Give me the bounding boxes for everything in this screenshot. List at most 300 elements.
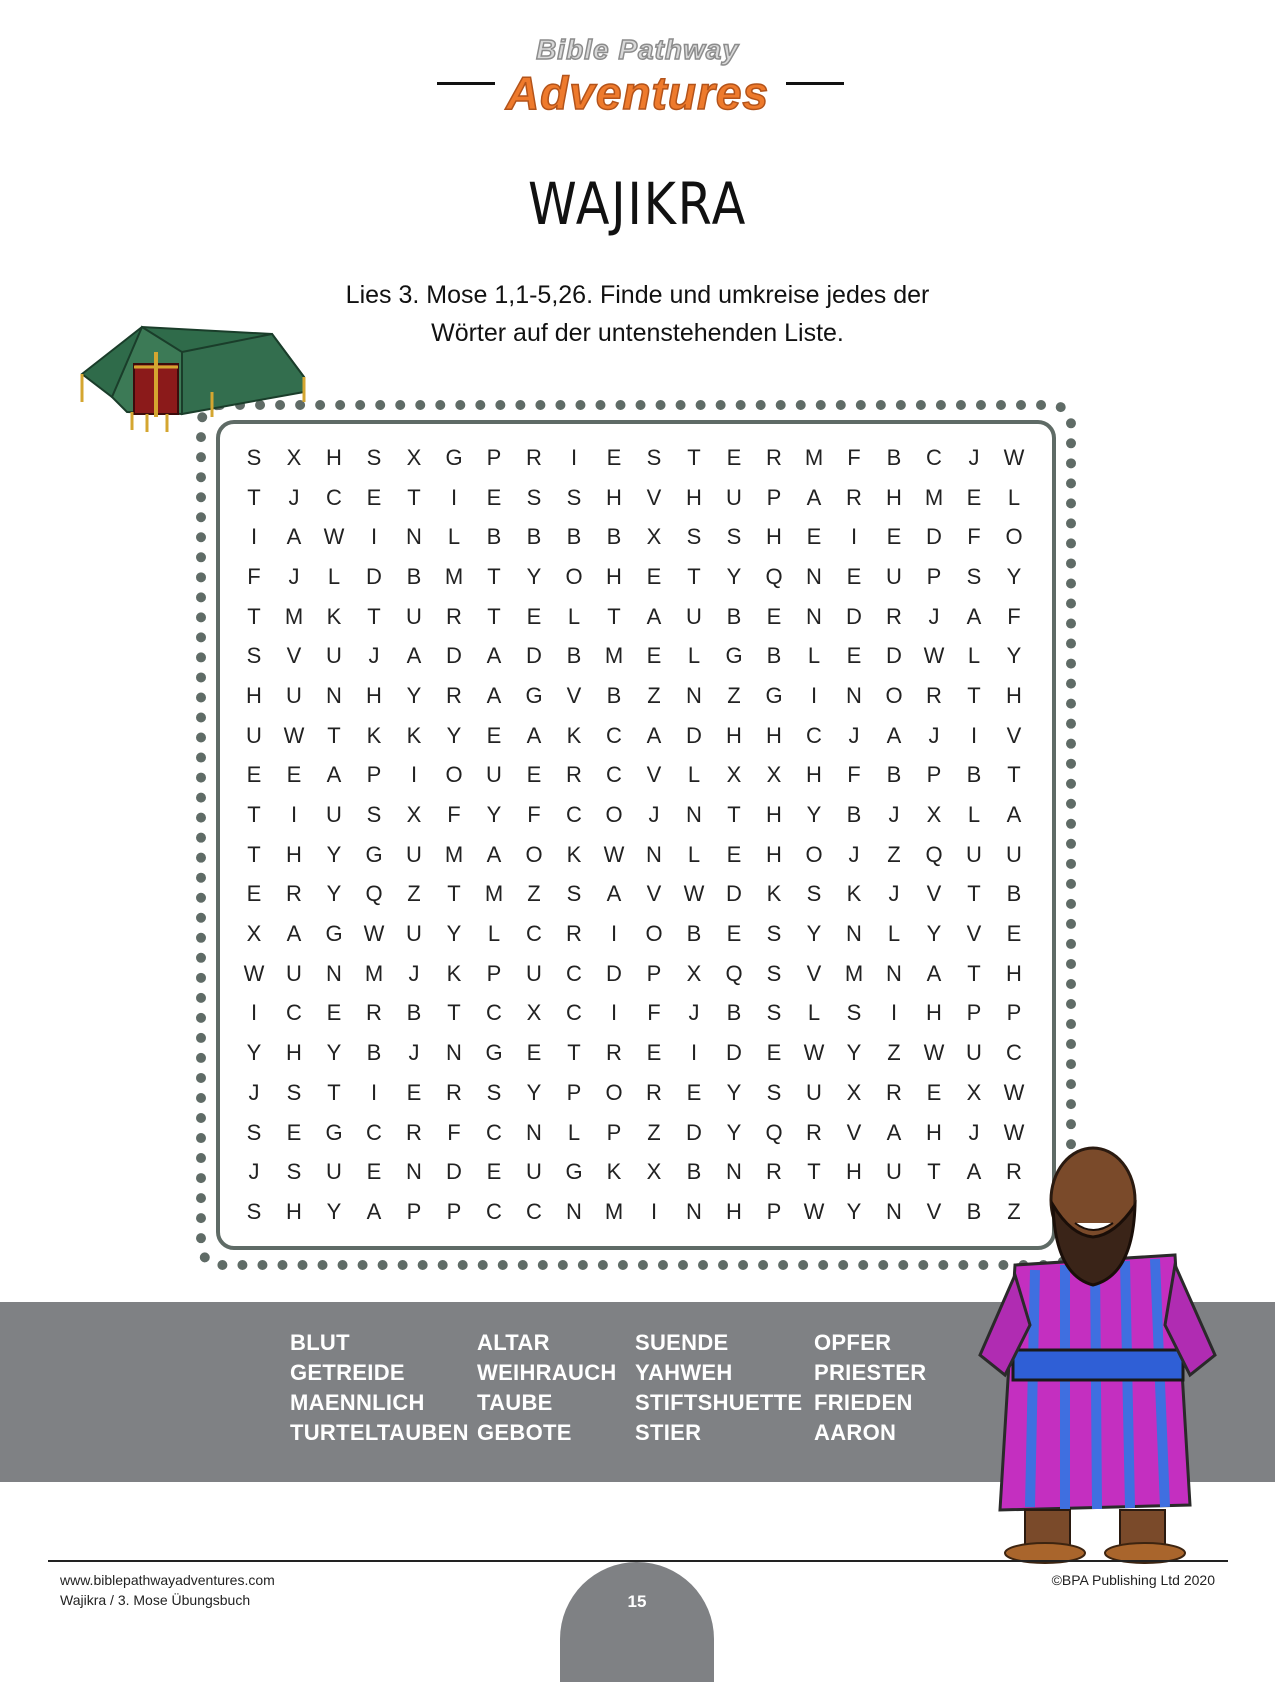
grid-letter[interactable]: J <box>968 1119 980 1145</box>
grid-letter[interactable]: E <box>526 762 542 788</box>
grid-letter[interactable]: I <box>810 682 818 708</box>
grid-letter[interactable]: U <box>486 762 502 788</box>
grid-letter[interactable]: W <box>323 524 345 550</box>
grid-letter[interactable]: P <box>1006 1000 1022 1026</box>
grid-letter[interactable]: C <box>366 1119 382 1145</box>
grid-letter[interactable]: C <box>566 960 582 986</box>
grid-letter[interactable]: E <box>366 1159 382 1185</box>
grid-letter[interactable]: A <box>1006 802 1022 828</box>
grid-letter[interactable]: J <box>928 603 940 629</box>
grid-letter[interactable]: U <box>966 841 982 867</box>
grid-letter[interactable]: H <box>846 1159 862 1185</box>
grid-letter[interactable]: R <box>846 484 862 510</box>
grid-letter[interactable]: D <box>686 1119 702 1145</box>
grid-letter[interactable]: M <box>444 841 464 867</box>
grid-letter[interactable]: C <box>606 762 622 788</box>
grid-letter[interactable]: M <box>844 960 864 986</box>
grid-letter[interactable]: V <box>926 881 942 907</box>
grid-letter[interactable]: Y <box>846 1040 862 1066</box>
grid-letter[interactable]: I <box>850 524 858 550</box>
grid-letter[interactable]: C <box>566 802 582 828</box>
grid-letter[interactable]: C <box>486 1000 502 1026</box>
grid-letter[interactable]: J <box>288 563 300 589</box>
grid-letter[interactable]: Y <box>526 563 542 589</box>
grid-letter[interactable]: H <box>286 1040 302 1066</box>
grid-letter[interactable]: S <box>486 1079 502 1105</box>
grid-letter[interactable]: Z <box>887 1040 901 1066</box>
grid-letter[interactable]: E <box>926 1079 942 1105</box>
grid-letter[interactable]: E <box>486 1159 502 1185</box>
grid-letter[interactable]: W <box>803 1198 825 1224</box>
grid-letter[interactable]: X <box>766 762 782 788</box>
grid-letter[interactable]: R <box>286 881 302 907</box>
grid-letter[interactable]: Q <box>925 841 943 867</box>
grid-letter[interactable]: M <box>444 563 464 589</box>
grid-letter[interactable]: X <box>646 524 662 550</box>
grid-letter[interactable]: N <box>646 841 662 867</box>
grid-letter[interactable]: R <box>646 1079 662 1105</box>
grid-letter[interactable]: H <box>606 484 622 510</box>
grid-letter[interactable]: O <box>605 1079 623 1105</box>
grid-letter[interactable]: S <box>366 802 382 828</box>
grid-letter[interactable]: H <box>286 841 302 867</box>
grid-letter[interactable]: Z <box>407 881 421 907</box>
grid-letter[interactable]: U <box>246 722 262 748</box>
grid-letter[interactable]: R <box>446 603 462 629</box>
grid-letter[interactable]: P <box>966 1000 982 1026</box>
grid-letter[interactable]: R <box>926 682 942 708</box>
grid-letter[interactable]: M <box>284 603 304 629</box>
grid-letter[interactable]: R <box>366 1000 382 1026</box>
grid-letter[interactable]: N <box>446 1040 462 1066</box>
grid-letter[interactable]: E <box>526 1040 542 1066</box>
grid-letter[interactable]: Q <box>365 881 383 907</box>
grid-letter[interactable]: K <box>566 722 582 748</box>
grid-letter[interactable]: D <box>686 722 702 748</box>
grid-letter[interactable]: P <box>486 960 502 986</box>
grid-letter[interactable]: B <box>686 921 702 947</box>
grid-letter[interactable]: A <box>966 603 982 629</box>
grid-letter[interactable]: X <box>646 1159 662 1185</box>
grid-letter[interactable]: I <box>250 1000 258 1026</box>
grid-letter[interactable]: Y <box>926 921 942 947</box>
grid-letter[interactable]: Y <box>806 921 822 947</box>
grid-letter[interactable]: U <box>526 960 542 986</box>
grid-letter[interactable]: R <box>406 1119 422 1145</box>
grid-letter[interactable]: S <box>246 444 262 470</box>
grid-letter[interactable]: N <box>726 1159 742 1185</box>
grid-letter[interactable]: E <box>726 841 742 867</box>
grid-letter[interactable]: H <box>246 682 262 708</box>
grid-letter[interactable]: J <box>248 1079 260 1105</box>
grid-letter[interactable]: K <box>406 722 422 748</box>
grid-letter[interactable]: W <box>363 921 385 947</box>
grid-letter[interactable]: S <box>366 444 382 470</box>
grid-letter[interactable]: A <box>606 881 622 907</box>
grid-letter[interactable]: M <box>924 484 944 510</box>
grid-letter[interactable]: R <box>766 444 782 470</box>
grid-letter[interactable]: A <box>966 1159 982 1185</box>
grid-letter[interactable]: Y <box>726 563 742 589</box>
grid-letter[interactable]: A <box>886 722 902 748</box>
grid-letter[interactable]: E <box>846 563 862 589</box>
grid-letter[interactable]: J <box>288 484 300 510</box>
grid-letter[interactable]: E <box>486 722 502 748</box>
grid-letter[interactable]: L <box>567 603 581 629</box>
grid-letter[interactable]: T <box>1007 762 1021 788</box>
grid-letter[interactable]: S <box>286 1079 302 1105</box>
grid-letter[interactable]: X <box>686 960 702 986</box>
grid-letter[interactable]: A <box>646 603 662 629</box>
grid-letter[interactable]: L <box>487 921 501 947</box>
grid-letter[interactable]: E <box>806 524 822 550</box>
grid-letter[interactable]: Q <box>765 1119 783 1145</box>
grid-letter[interactable]: V <box>646 484 662 510</box>
grid-letter[interactable]: M <box>604 1198 624 1224</box>
grid-letter[interactable]: B <box>526 524 542 550</box>
grid-letter[interactable]: B <box>366 1040 382 1066</box>
grid-letter[interactable]: E <box>406 1079 422 1105</box>
grid-letter[interactable]: M <box>484 881 504 907</box>
grid-letter[interactable]: M <box>364 960 384 986</box>
grid-letter[interactable]: S <box>846 1000 862 1026</box>
grid-letter[interactable]: B <box>486 524 502 550</box>
grid-letter[interactable]: P <box>766 1198 782 1224</box>
grid-letter[interactable]: T <box>407 484 421 510</box>
grid-letter[interactable]: T <box>247 841 261 867</box>
grid-letter[interactable]: U <box>886 563 902 589</box>
grid-letter[interactable]: D <box>726 881 742 907</box>
grid-letter[interactable]: B <box>1006 881 1022 907</box>
grid-letter[interactable]: F <box>447 1119 461 1145</box>
grid-letter[interactable]: V <box>966 921 982 947</box>
grid-letter[interactable]: T <box>327 1079 341 1105</box>
grid-letter[interactable]: F <box>247 563 261 589</box>
grid-letter[interactable]: E <box>646 643 662 669</box>
grid-letter[interactable]: S <box>246 1198 262 1224</box>
grid-letter[interactable]: V <box>566 682 582 708</box>
grid-letter[interactable]: H <box>1006 682 1022 708</box>
grid-letter[interactable]: Z <box>727 682 741 708</box>
grid-letter[interactable]: C <box>526 1198 542 1224</box>
grid-letter[interactable]: W <box>923 1040 945 1066</box>
grid-letter[interactable]: E <box>726 921 742 947</box>
grid-letter[interactable]: H <box>726 1198 742 1224</box>
grid-letter[interactable]: U <box>286 960 302 986</box>
grid-letter[interactable]: B <box>566 643 582 669</box>
grid-letter[interactable]: X <box>846 1079 862 1105</box>
grid-letter[interactable]: U <box>526 1159 542 1185</box>
grid-letter[interactable]: N <box>686 802 702 828</box>
grid-letter[interactable]: G <box>325 921 343 947</box>
grid-letter[interactable]: A <box>526 722 542 748</box>
grid-letter[interactable]: G <box>565 1159 583 1185</box>
grid-letter[interactable]: Y <box>446 722 462 748</box>
grid-letter[interactable]: T <box>367 603 381 629</box>
grid-letter[interactable]: E <box>286 762 302 788</box>
grid-letter[interactable]: N <box>806 603 822 629</box>
grid-letter[interactable]: C <box>486 1198 502 1224</box>
grid-letter[interactable]: Z <box>527 881 541 907</box>
grid-letter[interactable]: I <box>410 762 418 788</box>
grid-letter[interactable]: E <box>606 444 622 470</box>
grid-letter[interactable]: F <box>847 444 861 470</box>
grid-letter[interactable]: I <box>290 802 298 828</box>
grid-letter[interactable]: Y <box>726 1079 742 1105</box>
grid-letter[interactable]: J <box>968 444 980 470</box>
grid-letter[interactable]: P <box>486 444 502 470</box>
grid-letter[interactable]: S <box>766 1000 782 1026</box>
grid-letter[interactable]: L <box>807 643 821 669</box>
grid-letter[interactable]: S <box>246 1119 262 1145</box>
grid-letter[interactable]: K <box>766 881 782 907</box>
grid-letter[interactable]: L <box>1007 484 1021 510</box>
grid-letter[interactable]: J <box>848 841 860 867</box>
grid-letter[interactable]: U <box>406 841 422 867</box>
grid-letter[interactable]: N <box>406 524 422 550</box>
grid-letter[interactable]: S <box>526 484 542 510</box>
grid-letter[interactable]: R <box>806 1119 822 1145</box>
grid-letter[interactable]: K <box>366 722 382 748</box>
grid-letter[interactable]: K <box>606 1159 622 1185</box>
grid-letter[interactable]: Y <box>406 682 422 708</box>
grid-letter[interactable]: E <box>886 524 902 550</box>
grid-letter[interactable]: P <box>366 762 382 788</box>
grid-letter[interactable]: Y <box>486 802 502 828</box>
grid-letter[interactable]: S <box>766 960 782 986</box>
grid-letter[interactable]: B <box>726 1000 742 1026</box>
grid-letter[interactable]: T <box>727 802 741 828</box>
grid-letter[interactable]: S <box>726 524 742 550</box>
grid-letter[interactable]: C <box>606 722 622 748</box>
grid-letter[interactable]: T <box>247 484 261 510</box>
grid-letter[interactable]: F <box>447 802 461 828</box>
grid-letter[interactable]: C <box>566 1000 582 1026</box>
grid-letter[interactable]: H <box>886 484 902 510</box>
grid-letter[interactable]: O <box>805 841 823 867</box>
grid-letter[interactable]: Y <box>726 1119 742 1145</box>
grid-letter[interactable]: U <box>326 802 342 828</box>
grid-letter[interactable]: R <box>766 1159 782 1185</box>
grid-letter[interactable]: L <box>967 643 981 669</box>
grid-letter[interactable]: B <box>566 524 582 550</box>
grid-letter[interactable]: E <box>286 1119 302 1145</box>
grid-letter[interactable]: P <box>606 1119 622 1145</box>
grid-letter[interactable]: N <box>846 921 862 947</box>
grid-letter[interactable]: Y <box>1006 643 1022 669</box>
grid-letter[interactable]: Y <box>846 1198 862 1224</box>
grid-letter[interactable]: W <box>1003 1079 1025 1105</box>
grid-letter[interactable]: U <box>886 1159 902 1185</box>
grid-letter[interactable]: K <box>326 603 342 629</box>
grid-letter[interactable]: P <box>926 563 942 589</box>
grid-letter[interactable]: V <box>806 960 822 986</box>
grid-letter[interactable]: H <box>1006 960 1022 986</box>
grid-letter[interactable]: N <box>326 682 342 708</box>
grid-letter[interactable]: Y <box>326 1040 342 1066</box>
grid-letter[interactable]: G <box>365 841 383 867</box>
footer-website[interactable]: www.biblepathwayadventures.com <box>60 1572 275 1588</box>
grid-letter[interactable]: I <box>370 1079 378 1105</box>
grid-letter[interactable]: X <box>246 921 262 947</box>
grid-letter[interactable]: Y <box>526 1079 542 1105</box>
grid-letter[interactable]: H <box>286 1198 302 1224</box>
grid-letter[interactable]: X <box>726 762 742 788</box>
grid-letter[interactable]: G <box>485 1040 503 1066</box>
grid-letter[interactable]: L <box>807 1000 821 1026</box>
grid-letter[interactable]: L <box>967 802 981 828</box>
grid-letter[interactable]: J <box>408 960 420 986</box>
grid-letter[interactable]: T <box>967 682 981 708</box>
grid-letter[interactable]: B <box>606 682 622 708</box>
grid-letter[interactable]: T <box>567 1040 581 1066</box>
grid-letter[interactable]: X <box>286 444 302 470</box>
grid-letter[interactable]: A <box>486 643 502 669</box>
grid-letter[interactable]: Y <box>1006 563 1022 589</box>
grid-letter[interactable]: A <box>646 722 662 748</box>
grid-letter[interactable]: T <box>687 563 701 589</box>
grid-letter[interactable]: O <box>885 682 903 708</box>
grid-letter[interactable]: H <box>726 722 742 748</box>
grid-letter[interactable]: C <box>806 722 822 748</box>
grid-letter[interactable]: U <box>326 643 342 669</box>
grid-letter[interactable]: J <box>688 1000 700 1026</box>
grid-letter[interactable]: I <box>570 444 578 470</box>
grid-letter[interactable]: U <box>406 603 422 629</box>
grid-letter[interactable]: O <box>605 802 623 828</box>
grid-letter[interactable]: I <box>970 722 978 748</box>
grid-letter[interactable]: S <box>766 921 782 947</box>
grid-letter[interactable]: J <box>888 802 900 828</box>
grid-letter[interactable]: V <box>646 762 662 788</box>
grid-letter[interactable]: O <box>1005 524 1023 550</box>
grid-letter[interactable]: J <box>248 1159 260 1185</box>
grid-letter[interactable]: M <box>804 444 824 470</box>
grid-letter[interactable]: W <box>683 881 705 907</box>
grid-letter[interactable]: N <box>806 563 822 589</box>
grid-letter[interactable]: R <box>886 603 902 629</box>
grid-letter[interactable]: V <box>1006 722 1022 748</box>
grid-letter[interactable]: U <box>966 1040 982 1066</box>
grid-letter[interactable]: E <box>526 603 542 629</box>
grid-letter[interactable]: T <box>447 1000 461 1026</box>
grid-letter[interactable]: T <box>247 603 261 629</box>
grid-letter[interactable]: H <box>926 1119 942 1145</box>
grid-letter[interactable]: D <box>846 603 862 629</box>
grid-letter[interactable]: F <box>1007 603 1021 629</box>
grid-letter[interactable]: U <box>326 1159 342 1185</box>
grid-letter[interactable]: X <box>966 1079 982 1105</box>
grid-letter[interactable]: P <box>766 484 782 510</box>
grid-letter[interactable]: W <box>1003 1119 1025 1145</box>
grid-letter[interactable]: N <box>566 1198 582 1224</box>
grid-letter[interactable]: E <box>1006 921 1022 947</box>
grid-letter[interactable]: Y <box>446 921 462 947</box>
grid-letter[interactable]: S <box>646 444 662 470</box>
grid-letter[interactable]: G <box>445 444 463 470</box>
grid-letter[interactable]: E <box>966 484 982 510</box>
grid-letter[interactable]: B <box>966 1198 982 1224</box>
grid-letter[interactable]: B <box>606 524 622 550</box>
grid-letter[interactable]: V <box>846 1119 862 1145</box>
grid-letter[interactable]: T <box>327 722 341 748</box>
grid-letter[interactable]: V <box>926 1198 942 1224</box>
grid-letter[interactable]: D <box>926 524 942 550</box>
grid-letter[interactable]: I <box>690 1040 698 1066</box>
grid-letter[interactable]: A <box>406 643 422 669</box>
grid-letter[interactable]: P <box>566 1079 582 1105</box>
grid-letter[interactable]: I <box>250 524 258 550</box>
grid-letter[interactable]: U <box>806 1079 822 1105</box>
grid-letter[interactable]: Q <box>725 960 743 986</box>
grid-letter[interactable]: S <box>686 524 702 550</box>
grid-letter[interactable]: E <box>686 1079 702 1105</box>
grid-letter[interactable]: O <box>565 563 583 589</box>
grid-letter[interactable]: E <box>246 881 262 907</box>
grid-letter[interactable]: F <box>847 762 861 788</box>
grid-letter[interactable]: H <box>366 682 382 708</box>
grid-letter[interactable]: B <box>886 762 902 788</box>
grid-letter[interactable]: R <box>566 921 582 947</box>
grid-letter[interactable]: A <box>326 762 342 788</box>
grid-letter[interactable]: E <box>846 643 862 669</box>
grid-letter[interactable]: Y <box>246 1040 262 1066</box>
grid-letter[interactable]: D <box>606 960 622 986</box>
grid-letter[interactable]: S <box>966 563 982 589</box>
grid-letter[interactable]: E <box>766 1040 782 1066</box>
grid-letter[interactable]: U <box>286 682 302 708</box>
grid-letter[interactable]: F <box>527 802 541 828</box>
grid-letter[interactable]: Z <box>887 841 901 867</box>
grid-letter[interactable]: H <box>766 524 782 550</box>
grid-letter[interactable]: C <box>926 444 942 470</box>
grid-letter[interactable]: S <box>566 484 582 510</box>
grid-letter[interactable]: L <box>687 841 701 867</box>
grid-letter[interactable]: C <box>286 1000 302 1026</box>
grid-letter[interactable]: H <box>766 722 782 748</box>
grid-letter[interactable]: L <box>567 1119 581 1145</box>
grid-letter[interactable]: J <box>848 722 860 748</box>
grid-letter[interactable]: W <box>803 1040 825 1066</box>
grid-letter[interactable]: U <box>406 921 422 947</box>
grid-letter[interactable]: N <box>326 960 342 986</box>
grid-letter[interactable]: C <box>486 1119 502 1145</box>
grid-letter[interactable]: C <box>1006 1040 1022 1066</box>
grid-letter[interactable]: D <box>526 643 542 669</box>
grid-letter[interactable]: B <box>846 802 862 828</box>
grid-letter[interactable]: L <box>327 563 341 589</box>
grid-letter[interactable]: C <box>526 921 542 947</box>
grid-letter[interactable]: H <box>686 484 702 510</box>
grid-letter[interactable]: S <box>566 881 582 907</box>
grid-letter[interactable]: G <box>765 682 783 708</box>
grid-letter[interactable]: G <box>725 643 743 669</box>
grid-letter[interactable]: S <box>806 881 822 907</box>
grid-letter[interactable]: P <box>446 1198 462 1224</box>
grid-letter[interactable]: R <box>1006 1159 1022 1185</box>
grid-letter[interactable]: Z <box>1007 1198 1021 1224</box>
grid-letter[interactable]: Z <box>647 1119 661 1145</box>
grid-letter[interactable]: W <box>1003 444 1025 470</box>
grid-letter[interactable]: A <box>806 484 822 510</box>
grid-letter[interactable]: E <box>646 563 662 589</box>
grid-letter[interactable]: N <box>886 960 902 986</box>
grid-letter[interactable]: U <box>686 603 702 629</box>
grid-letter[interactable]: P <box>406 1198 422 1224</box>
grid-letter[interactable]: N <box>406 1159 422 1185</box>
grid-letter[interactable]: B <box>966 762 982 788</box>
grid-letter[interactable]: R <box>446 1079 462 1105</box>
